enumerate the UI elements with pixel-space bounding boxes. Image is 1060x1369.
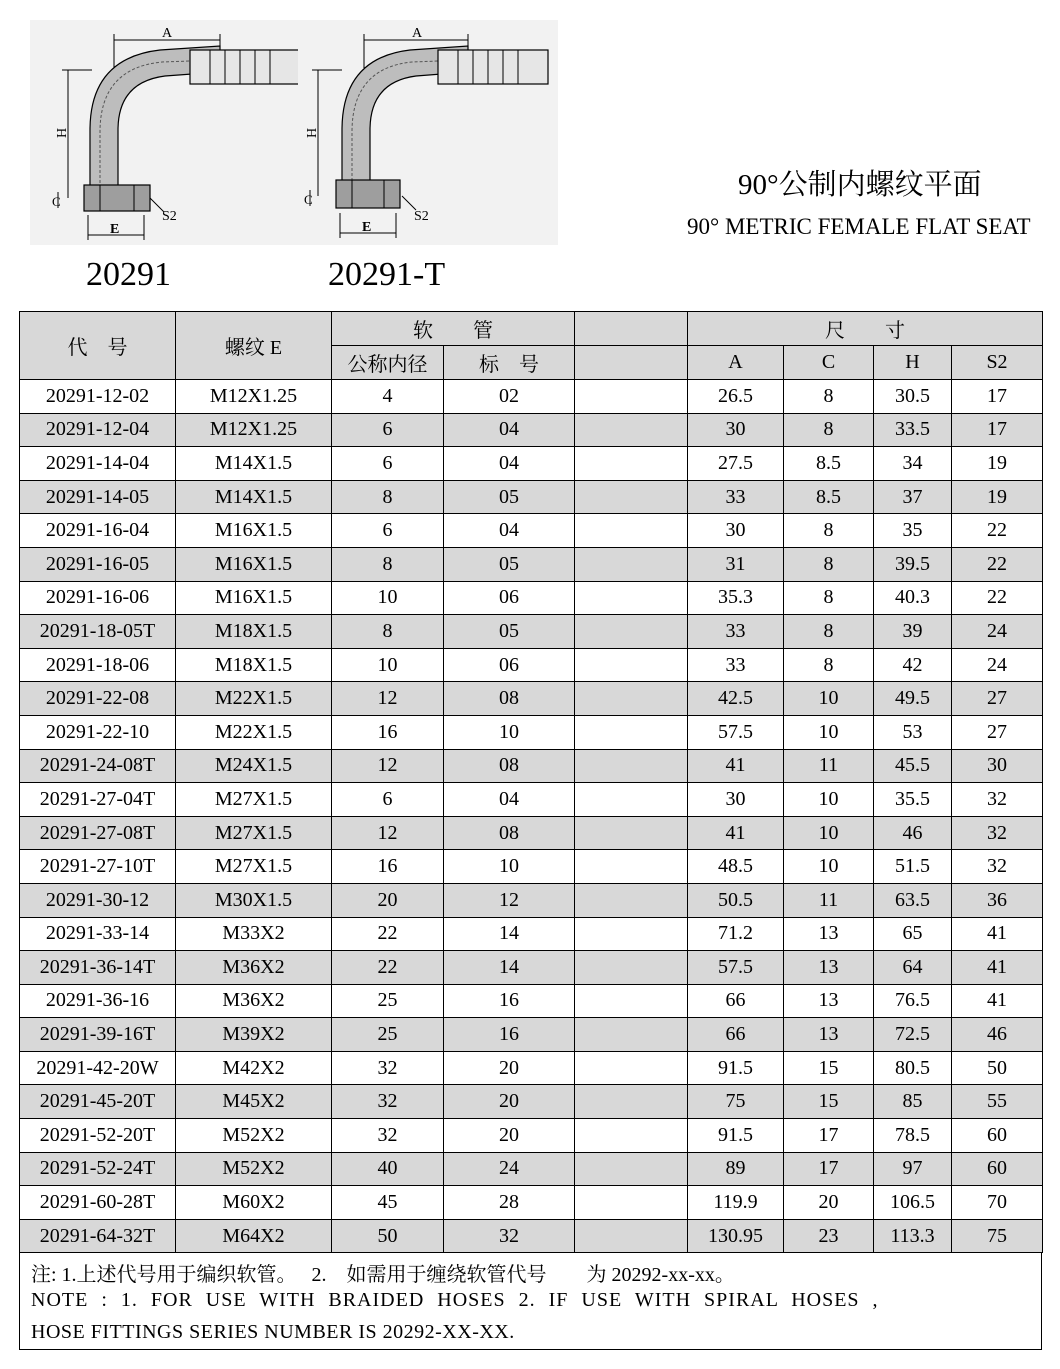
cell-s2: 41 [952,951,1043,985]
cell-h: 53 [874,715,952,749]
cell-s2: 22 [952,581,1043,615]
cell-a: 35.3 [688,581,784,615]
cell-nominal-id: 6 [332,514,444,548]
cell-c: 10 [784,715,874,749]
cell-blank [575,480,688,514]
cell-code: 20291-16-04 [20,514,176,548]
cell-c: 17 [784,1119,874,1153]
cell-s2: 70 [952,1186,1043,1220]
table-row [20,447,1043,481]
cell-mark: 20 [444,1051,575,1085]
cell-c: 8 [784,547,874,581]
dim-s2-label: S2 [414,209,429,224]
cell-h: 39 [874,615,952,649]
cell-s2: 46 [952,1018,1043,1052]
cell-thread: M16X1.5 [176,547,332,581]
cell-blank [575,581,688,615]
cell-s2: 17 [952,380,1043,414]
dim-c-label: C [304,192,313,207]
cell-s2: 32 [952,783,1043,817]
note-english-line2: HOSE FITTINGS SERIES NUMBER IS 20292-XX-XX. [31,1321,515,1343]
cell-code: 20291-22-10 [20,715,176,749]
cell-blank [575,380,688,414]
cell-mark: 08 [444,749,575,783]
cell-code: 20291-16-06 [20,581,176,615]
cell-mark: 08 [444,682,575,716]
cell-mark: 32 [444,1219,575,1253]
table-row [20,615,1043,649]
cell-thread: M22X1.5 [176,682,332,716]
cell-nominal-id: 16 [332,715,444,749]
cell-blank [575,447,688,481]
cell-h: 65 [874,917,952,951]
cell-a: 41 [688,749,784,783]
cell-h: 113.3 [874,1219,952,1253]
cell-thread: M12X1.25 [176,413,332,447]
spec-table [19,311,1043,1253]
cell-thread: M14X1.5 [176,480,332,514]
cell-code: 20291-12-02 [20,380,176,414]
cell-nominal-id: 22 [332,951,444,985]
header-blank [575,346,688,380]
cell-h: 85 [874,1085,952,1119]
cell-nominal-id: 12 [332,749,444,783]
cell-s2: 17 [952,413,1043,447]
cell-mark: 02 [444,380,575,414]
cell-nominal-id: 32 [332,1051,444,1085]
cell-c: 8 [784,380,874,414]
cell-thread: M27X1.5 [176,850,332,884]
table-row [20,850,1043,884]
table-row [20,749,1043,783]
table-row [20,1018,1043,1052]
table-row [20,514,1043,548]
header-nominal-id: 公称内径 [332,346,444,380]
note-chinese: 注: 1.上述代号用于编织软管。 2. 如需用于缠绕软管代号 为 20292-xx-xx。 [31,1264,735,1286]
cell-mark: 20 [444,1085,575,1119]
cell-a: 41 [688,816,784,850]
cell-mark: 12 [444,883,575,917]
cell-thread: M14X1.5 [176,447,332,481]
table-row [20,547,1043,581]
cell-blank [575,682,688,716]
cell-h: 34 [874,447,952,481]
cell-s2: 30 [952,749,1043,783]
header-hose: 软 管 [332,312,575,346]
cell-s2: 22 [952,547,1043,581]
table-row [20,682,1043,716]
table-row [20,715,1043,749]
table-row [20,480,1043,514]
table-row [20,816,1043,850]
table-row [20,951,1043,985]
cell-s2: 60 [952,1152,1043,1186]
cell-blank [575,1018,688,1052]
cell-code: 20291-14-04 [20,447,176,481]
cell-mark: 06 [444,648,575,682]
cell-c: 15 [784,1051,874,1085]
header-a: A [688,346,784,380]
table-row [20,413,1043,447]
cell-a: 66 [688,984,784,1018]
cell-mark: 24 [444,1152,575,1186]
cell-blank [575,984,688,1018]
cell-h: 49.5 [874,682,952,716]
notes [19,1252,1042,1350]
cell-h: 72.5 [874,1018,952,1052]
cell-thread: M27X1.5 [176,783,332,817]
cell-c: 8.5 [784,480,874,514]
cell-code: 20291-18-05T [20,615,176,649]
cell-nominal-id: 10 [332,648,444,682]
cell-a: 91.5 [688,1119,784,1153]
cell-blank [575,783,688,817]
cell-h: 97 [874,1152,952,1186]
cell-s2: 41 [952,984,1043,1018]
cell-code: 20291-16-05 [20,547,176,581]
cell-blank [575,850,688,884]
cell-code: 20291-18-06 [20,648,176,682]
cell-c: 11 [784,883,874,917]
cell-s2: 50 [952,1051,1043,1085]
cell-a: 26.5 [688,380,784,414]
cell-c: 13 [784,917,874,951]
cell-c: 8 [784,648,874,682]
cell-s2: 19 [952,447,1043,481]
spec-table-body [20,380,1043,1253]
dim-h-label: H [55,127,70,138]
cell-h: 45.5 [874,749,952,783]
dim-a-label: A [162,26,173,41]
cell-s2: 27 [952,715,1043,749]
table-row [20,1051,1043,1085]
cell-a: 71.2 [688,917,784,951]
cell-h: 35 [874,514,952,548]
title-english: 90° METRIC FEMALE FLAT SEAT [687,214,1031,239]
cell-nominal-id: 16 [332,850,444,884]
cell-thread: M16X1.5 [176,514,332,548]
cell-code: 20291-60-28T [20,1186,176,1220]
dim-a-label: A [412,26,423,41]
cell-s2: 32 [952,850,1043,884]
table-row [20,380,1043,414]
cell-nominal-id: 12 [332,816,444,850]
cell-nominal-id: 4 [332,380,444,414]
cell-a: 48.5 [688,850,784,884]
cell-blank [575,1186,688,1220]
cell-c: 8.5 [784,447,874,481]
cell-thread: M27X1.5 [176,816,332,850]
cell-mark: 04 [444,413,575,447]
cell-a: 91.5 [688,1051,784,1085]
cell-c: 20 [784,1186,874,1220]
cell-a: 33 [688,648,784,682]
cell-code: 20291-30-12 [20,883,176,917]
cell-s2: 41 [952,917,1043,951]
table-row [20,1119,1043,1153]
cell-mark: 10 [444,850,575,884]
header-blank [575,312,688,346]
cell-code: 20291-36-16 [20,984,176,1018]
cell-h: 30.5 [874,380,952,414]
cell-blank [575,951,688,985]
cell-blank [575,547,688,581]
cell-h: 39.5 [874,547,952,581]
cell-blank [575,715,688,749]
cell-h: 35.5 [874,783,952,817]
cell-code: 20291-52-20T [20,1119,176,1153]
cell-h: 63.5 [874,883,952,917]
cell-c: 8 [784,615,874,649]
cell-blank [575,883,688,917]
header-mark: 标 号 [444,346,575,380]
cell-code: 20291-27-04T [20,783,176,817]
cell-thread: M52X2 [176,1119,332,1153]
cell-nominal-id: 20 [332,883,444,917]
cell-blank [575,1051,688,1085]
cell-h: 64 [874,951,952,985]
table-row [20,581,1043,615]
cell-nominal-id: 22 [332,917,444,951]
cell-code: 20291-27-10T [20,850,176,884]
cell-s2: 19 [952,480,1043,514]
cell-a: 33 [688,615,784,649]
cell-blank [575,749,688,783]
cell-code: 20291-45-20T [20,1085,176,1119]
cell-nominal-id: 50 [332,1219,444,1253]
cell-a: 89 [688,1152,784,1186]
cell-c: 15 [784,1085,874,1119]
cell-h: 46 [874,816,952,850]
cell-code: 20291-33-14 [20,917,176,951]
cell-h: 33.5 [874,413,952,447]
cell-c: 10 [784,816,874,850]
cell-code: 20291-24-08T [20,749,176,783]
header-thread: 螺纹 E [176,312,332,380]
cell-c: 10 [784,682,874,716]
header-s2: S2 [952,346,1043,380]
cell-thread: M52X2 [176,1152,332,1186]
cell-code: 20291-27-08T [20,816,176,850]
dim-s2-label: S2 [162,209,177,224]
cell-a: 130.95 [688,1219,784,1253]
cell-thread: M16X1.5 [176,581,332,615]
cell-thread: M42X2 [176,1051,332,1085]
cell-blank [575,648,688,682]
cell-thread: M18X1.5 [176,648,332,682]
cell-thread: M45X2 [176,1085,332,1119]
cell-c: 13 [784,951,874,985]
cell-a: 75 [688,1085,784,1119]
cell-code: 20291-39-16T [20,1018,176,1052]
cell-s2: 75 [952,1219,1043,1253]
cell-c: 8 [784,413,874,447]
cell-blank [575,1152,688,1186]
cell-h: 40.3 [874,581,952,615]
cell-c: 10 [784,783,874,817]
dim-c-label: C [52,194,61,209]
cell-s2: 55 [952,1085,1043,1119]
cell-mark: 04 [444,447,575,481]
cell-a: 119.9 [688,1186,784,1220]
cell-nominal-id: 6 [332,447,444,481]
cell-c: 8 [784,514,874,548]
cell-a: 57.5 [688,715,784,749]
header-h: H [874,346,952,380]
cell-nominal-id: 32 [332,1085,444,1119]
cell-nominal-id: 25 [332,984,444,1018]
cell-c: 11 [784,749,874,783]
model-number-20291: 20291 [86,256,171,293]
cell-a: 27.5 [688,447,784,481]
cell-nominal-id: 40 [332,1152,444,1186]
table-row [20,783,1043,817]
table-row [20,648,1043,682]
cell-mark: 04 [444,514,575,548]
dim-e-label: E [110,222,120,237]
table-row [20,917,1043,951]
cell-mark: 16 [444,984,575,1018]
cell-s2: 24 [952,648,1043,682]
cell-blank [575,413,688,447]
cell-code: 20291-14-05 [20,480,176,514]
cell-mark: 16 [444,1018,575,1052]
table-row [20,1186,1043,1220]
cell-a: 31 [688,547,784,581]
cell-thread: M30X1.5 [176,883,332,917]
cell-nominal-id: 25 [332,1018,444,1052]
cell-c: 13 [784,984,874,1018]
cell-h: 42 [874,648,952,682]
note-english-line1: NOTE : 1. FOR USE WITH BRAIDED HOSES 2. IF USE WITH SPIRAL HOSES , [31,1289,879,1311]
cell-thread: M22X1.5 [176,715,332,749]
cell-nominal-id: 8 [332,547,444,581]
cell-blank [575,917,688,951]
cell-c: 10 [784,850,874,884]
cell-s2: 24 [952,615,1043,649]
cell-code: 20291-22-08 [20,682,176,716]
cell-mark: 05 [444,480,575,514]
cell-thread: M18X1.5 [176,615,332,649]
cell-code: 20291-52-24T [20,1152,176,1186]
cell-s2: 60 [952,1119,1043,1153]
cell-thread: M60X2 [176,1186,332,1220]
cell-mark: 06 [444,581,575,615]
cell-blank [575,514,688,548]
cell-blank [575,816,688,850]
cell-nominal-id: 6 [332,413,444,447]
table-row [20,1152,1043,1186]
cell-c: 13 [784,1018,874,1052]
cell-nominal-id: 32 [332,1119,444,1153]
cell-nominal-id: 8 [332,615,444,649]
cell-a: 30 [688,783,784,817]
cell-mark: 05 [444,615,575,649]
cell-mark: 08 [444,816,575,850]
cell-a: 42.5 [688,682,784,716]
cell-c: 8 [784,581,874,615]
cell-mark: 05 [444,547,575,581]
cell-thread: M12X1.25 [176,380,332,414]
fitting-drawing-20291 [30,20,310,245]
cell-thread: M36X2 [176,984,332,1018]
cell-nominal-id: 12 [332,682,444,716]
cell-s2: 36 [952,883,1043,917]
cell-s2: 22 [952,514,1043,548]
cell-c: 17 [784,1152,874,1186]
cell-nominal-id: 6 [332,783,444,817]
cell-a: 30 [688,514,784,548]
header-dimensions: 尺 寸 [688,312,1043,346]
cell-a: 50.5 [688,883,784,917]
header-c: C [784,346,874,380]
cell-blank [575,1219,688,1253]
title-chinese: 90°公制内螺纹平面 [738,169,982,201]
cell-thread: M33X2 [176,917,332,951]
cell-thread: M64X2 [176,1219,332,1253]
cell-h: 106.5 [874,1186,952,1220]
cell-code: 20291-42-20W [20,1051,176,1085]
cell-s2: 32 [952,816,1043,850]
cell-a: 66 [688,1018,784,1052]
header-code: 代 号 [20,312,176,380]
cell-thread: M36X2 [176,951,332,985]
cell-code: 20291-36-14T [20,951,176,985]
cell-h: 37 [874,480,952,514]
table-row [20,1219,1043,1253]
cell-h: 76.5 [874,984,952,1018]
cell-a: 30 [688,413,784,447]
cell-mark: 14 [444,951,575,985]
cell-mark: 20 [444,1119,575,1153]
cell-mark: 28 [444,1186,575,1220]
table-row [20,883,1043,917]
cell-h: 51.5 [874,850,952,884]
table-row [20,984,1043,1018]
cell-blank [575,1119,688,1153]
cell-h: 78.5 [874,1119,952,1153]
cell-thread: M39X2 [176,1018,332,1052]
cell-thread: M24X1.5 [176,749,332,783]
cell-c: 23 [784,1219,874,1253]
dim-h-label: H [305,127,320,138]
cell-mark: 14 [444,917,575,951]
cell-blank [575,615,688,649]
cell-nominal-id: 10 [332,581,444,615]
cell-blank [575,1085,688,1119]
cell-nominal-id: 45 [332,1186,444,1220]
dim-e-label: E [362,220,372,235]
cell-h: 80.5 [874,1051,952,1085]
cell-mark: 10 [444,715,575,749]
table-row [20,1085,1043,1119]
cell-a: 57.5 [688,951,784,985]
cell-mark: 04 [444,783,575,817]
cell-code: 20291-12-04 [20,413,176,447]
cell-s2: 27 [952,682,1043,716]
model-number-20291-t: 20291-T [328,256,446,293]
cell-nominal-id: 8 [332,480,444,514]
cell-code: 20291-64-32T [20,1219,176,1253]
fitting-drawing-20291-t [298,20,558,245]
cell-a: 33 [688,480,784,514]
